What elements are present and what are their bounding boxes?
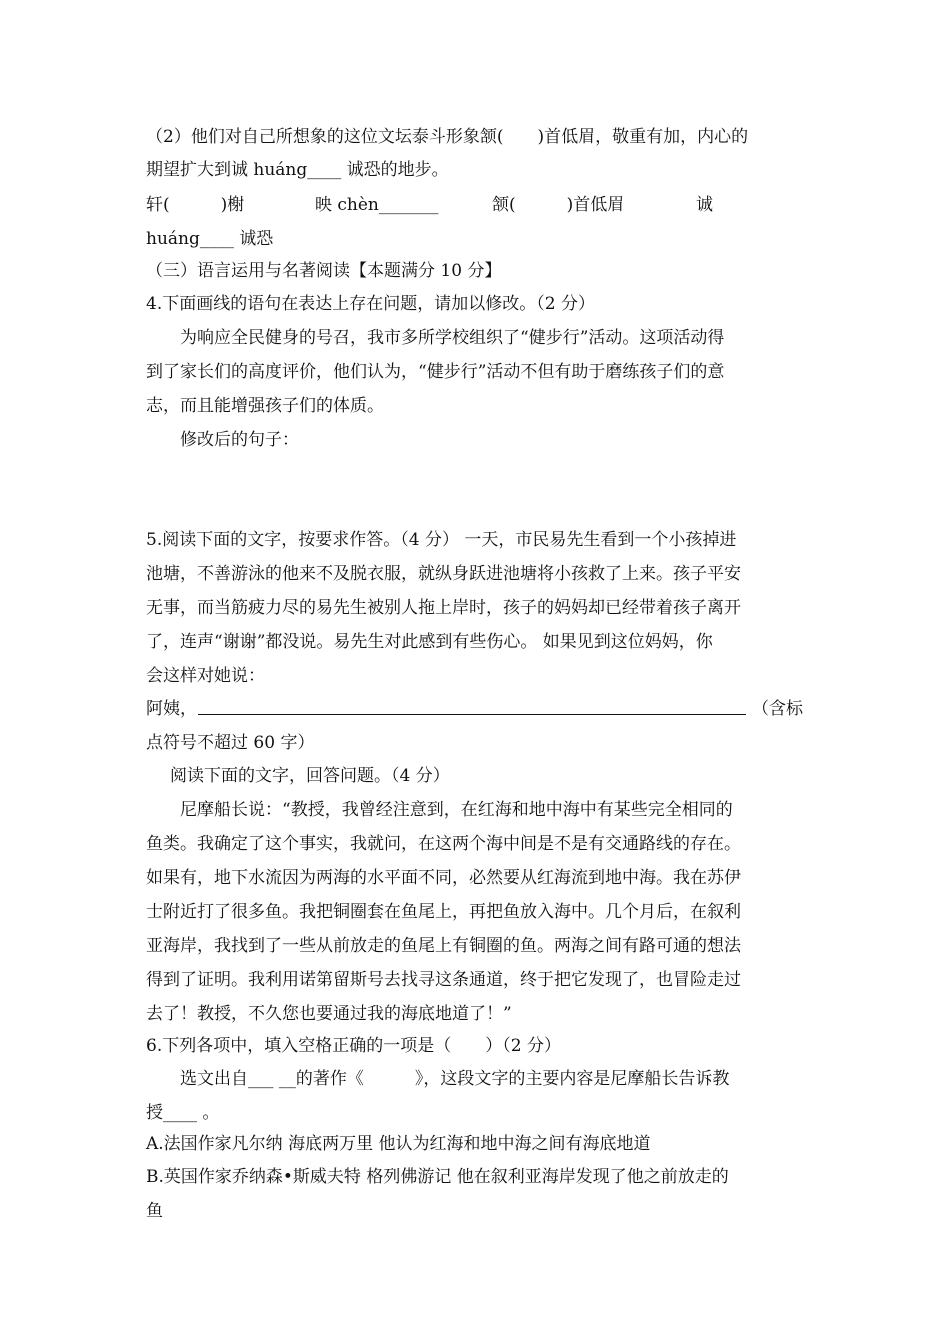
q3-part2-line2: 期望扩大到诚 huáng____ 诚恐的地步。 (146, 160, 449, 180)
q5-line1: 5.阅读下面的文字，按要求作答。（4 分） 一天，市民易先生看到一个小孩掉进 (146, 530, 737, 550)
q6-stem: 6.下列各项中，填入空格正确的一项是（ ）（2 分） (146, 1036, 561, 1056)
q6-fill-line1: 选文出自___ __的著作《 》，这段文字的主要内容是尼摩船长告诉教 (180, 1069, 730, 1089)
vocab-item-a: 轩( )榭 (146, 195, 245, 215)
q6-option-a[interactable]: A.法国作家凡尔纳 海底两万里 他认为红海和地中海之间有海底地道 (146, 1134, 651, 1154)
reading-paragraph-line5: 亚海岸，我找到了一些从前放走的鱼尾上有铜圈的鱼。两海之间有路可通的想法 (146, 936, 741, 956)
reading-intro: 阅读下面的文字，回答问题。（4 分） (170, 766, 450, 786)
section3-heading: （三）语言运用与名著阅读【本题满分 10 分】 (146, 261, 502, 281)
q3-part2-line1: （2）他们对自己所想象的这位文坛泰斗形象颔( )首低眉，敬重有加，内心的 (146, 127, 749, 147)
reading-paragraph-line1: 尼摩船长说：“教授，我曾经注意到，在红海和地中海中有某些完全相同的 (180, 800, 733, 820)
q4-paragraph-line2: 到了家长们的高度评价，他们认为，“健步行”活动不但有助于磨练孩子们的意 (146, 362, 725, 382)
q5-answer-prefix: 阿姨， (146, 699, 197, 719)
vocab-item-e: huáng____ 诚恐 (146, 229, 274, 249)
q4-paragraph-line3: 志，而且能增强孩子们的体质。 (146, 396, 384, 416)
q6-fill-line2: 授____ 。 (146, 1103, 220, 1123)
reading-paragraph-line2: 鱼类。我确定了这个事实，我就问，在这两个海中间是不是有交通路线的存在。 (146, 834, 741, 854)
reading-paragraph-line6: 得到了证明。我利用诺第留斯号去找寻这条通道，终于把它发现了，也冒险走过 (146, 970, 741, 990)
reading-paragraph-line3: 如果有，地下水流因为两海的水平面不同，必然要从红海流到地中海。我在苏伊 (146, 868, 741, 888)
q5-answer-suffix: （含标 (752, 699, 803, 719)
reading-paragraph-line7: 去了！教授，不久您也要通过我的海底地道了！” (146, 1004, 512, 1024)
q4-answer-label: 修改后的句子： (180, 430, 299, 450)
q5-line3: 无事，而当筋疲力尽的易先生被别人拖上岸时，孩子的妈妈却已经带着孩子离开 (146, 598, 741, 618)
q4-stem: 4.下面画线的语句在表达上存在问题，请加以修改。（2 分） (146, 294, 595, 314)
q5-line7: 点符号不超过 60 字） (146, 733, 315, 753)
q5-line5: 会这样对她说： (146, 666, 265, 686)
vocab-item-d: 诚 (696, 195, 713, 215)
q5-answer-blank[interactable] (198, 714, 746, 715)
q5-line2: 池塘，不善游泳的他来不及脱衣服，就纵身跃进池塘将小孩救了上来。孩子平安 (146, 564, 741, 584)
vocab-item-b: 映 chèn_______ (315, 195, 439, 215)
vocab-item-c: 颔( )首低眉 (492, 195, 625, 215)
q5-line4: 了，连声“谢谢”都没说。易先生对此感到有些伤心。 如果见到这位妈妈，你 (146, 632, 713, 652)
reading-paragraph-line4: 士附近打了很多鱼。我把铜圈套在鱼尾上，再把鱼放入海中。几个月后，在叙利 (146, 902, 741, 922)
q4-paragraph-line1: 为响应全民健身的号召，我市多所学校组织了“健步行”活动。这项活动得 (180, 328, 725, 348)
q6-option-b-line1[interactable]: B.英国作家乔纳森•斯威夫特 格列佛游记 他在叙利亚海岸发现了他之前放走的 (146, 1167, 729, 1187)
q6-option-b-line2: 鱼 (146, 1201, 163, 1221)
